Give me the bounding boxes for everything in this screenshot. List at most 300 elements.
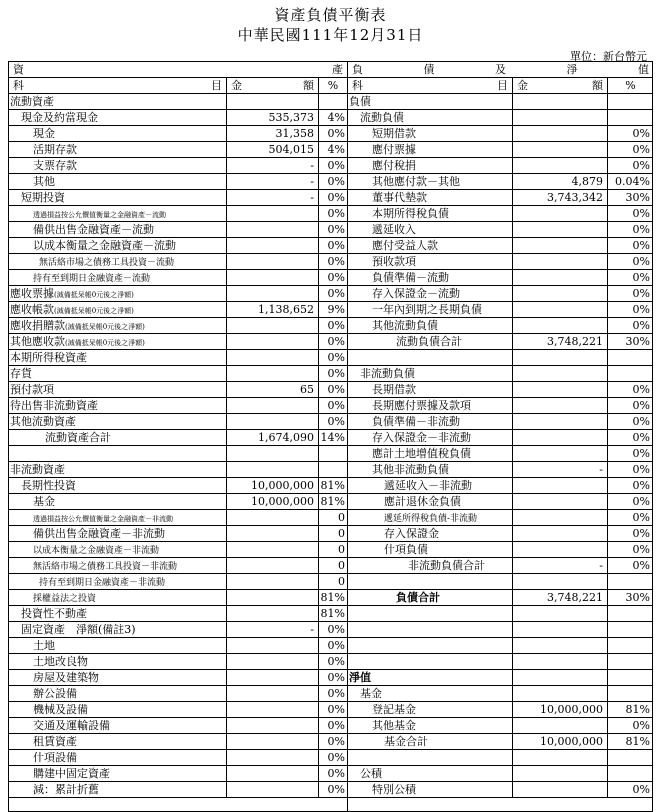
liability-percent: 0% [632,383,650,396]
liability-row [348,446,653,462]
liability-amount [513,366,608,382]
liability-amount [513,606,608,622]
liability-row [348,670,653,686]
liability-amount [513,494,608,510]
asset-amount: 1,138,652 [227,302,319,318]
liability-label: 應計退休金負債 [384,495,461,508]
asset-amount: 504,015 [227,142,319,158]
liability-percent: 0% [632,319,650,332]
liability-percent: 0% [632,479,650,492]
liability-row [348,414,653,430]
liability-row [348,574,653,590]
asset-percent: 0% [327,239,345,252]
liability-amount [513,670,608,686]
liability-amount [513,350,608,366]
liability-amount [513,158,608,174]
header-asset-left: 資 [13,63,24,76]
liability-row [348,686,653,702]
asset-amount [227,590,319,606]
liability-row [348,718,653,734]
liability-amount [513,478,608,494]
liability-row [348,734,653,750]
asset-percent: 0% [327,623,345,636]
asset-label: 短期投資 [21,191,65,204]
asset-row [9,302,347,318]
asset-row [9,510,347,526]
asset-label: 其他流動資產 [10,415,76,428]
asset-label: 流動資產 [10,95,54,108]
asset-label: 應收捐贈款 [10,319,65,332]
liability-row [348,94,653,110]
asset-percent: 0% [327,735,345,748]
assets-header-row [9,62,347,78]
liability-label: 基金 [360,687,382,700]
asset-amount: 10,000,000 [227,494,319,510]
liability-percent: 0% [632,463,650,476]
asset-note: (減備抵呆帳0元後之淨額) [65,323,145,331]
liability-percent: 0% [632,527,650,540]
asset-percent: 0% [327,719,345,732]
liability-percent: 0.04% [615,175,650,188]
liability-amount [513,542,608,558]
liability-amount [513,446,608,462]
liability-label: 其他非流動負債 [372,463,449,476]
liabilities-column-header-row [348,78,653,94]
liability-percent [608,750,653,766]
asset-percent: 0% [327,335,345,348]
asset-amount [227,702,319,718]
asset-label: 存貨 [10,367,32,380]
asset-percent: 0 [338,559,345,572]
asset-amount: - [227,158,319,174]
liability-row [348,334,653,350]
liability-percent: 0% [632,543,650,556]
liability-row [348,222,653,238]
asset-row [9,734,347,750]
liability-amount: 4,879 [513,174,608,190]
asset-percent: 0% [327,127,345,140]
liability-row [348,526,653,542]
liability-amount [513,302,608,318]
asset-label: 固定資產 淨額(備註3) [21,623,136,636]
liability-amount [513,622,608,638]
liability-percent: 0% [632,399,650,412]
liability-row [348,254,653,270]
liability-percent: 0% [632,255,650,268]
asset-percent: 81% [320,479,345,492]
asset-percent: 0 [338,511,345,524]
asset-label: 什項設備 [33,751,77,764]
liability-amount: - [513,462,608,478]
liability-percent: 0% [632,559,650,572]
asset-label: 現金及約當現金 [21,111,98,124]
liability-label: 負債合計 [396,591,440,604]
asset-percent: 0% [327,175,345,188]
liability-amount: 3,743,342 [513,190,608,206]
liability-amount [513,766,608,782]
liabilities-section [347,62,653,812]
asset-label: 備供出售金融資產－流動 [33,223,154,236]
liability-percent: 0% [632,783,650,796]
liability-amount [513,526,608,542]
liability-row [348,782,653,798]
asset-percent: 81% [320,591,345,604]
asset-percent: 0% [327,159,345,172]
asset-amount: - [227,190,319,206]
liability-amount [513,574,608,590]
asset-percent: 0% [327,415,345,428]
liability-amount [513,718,608,734]
asset-label: 無活絡市場之債務工具投資－非流動 [33,562,178,572]
asset-percent: 0% [327,767,345,780]
asset-note: (減備抵呆帳0元後之淨額) [54,291,134,299]
asset-label: 租賃資產 [33,735,77,748]
asset-amount [227,366,319,382]
asset-percent: 4% [327,143,345,156]
liability-percent: 0% [632,719,650,732]
asset-percent: 0% [327,703,345,716]
asset-amount [227,670,319,686]
asset-amount [227,94,319,110]
asset-percent: 0% [327,255,345,268]
liability-percent: 81% [625,735,650,748]
asset-row [9,350,347,366]
liability-amount [513,270,608,286]
asset-amount: 1,674,090 [227,430,319,446]
liability-label: 負債 [349,95,371,108]
asset-percent: 0% [327,351,345,364]
asset-amount [227,718,319,734]
liability-row [348,158,653,174]
asset-percent: 0% [327,671,345,684]
liability-row [348,190,653,206]
liability-row [348,606,653,622]
header-liab-c: 及 [495,63,506,76]
asset-percent: 0% [327,751,345,764]
asset-note: (減備抵呆帳0元後之淨額) [65,339,145,347]
asset-row [9,782,347,798]
liability-amount: 10,000,000 [513,734,608,750]
asset-row [9,94,347,110]
asset-row [9,222,347,238]
asset-percent: 0 [338,575,345,588]
asset-row [9,670,347,686]
asset-row [9,190,347,206]
asset-row [9,270,347,286]
asset-label: 持有至到期日金融資產－非流動 [39,578,166,588]
asset-percent: 0% [327,383,345,396]
asset-label: 現金 [33,127,55,140]
asset-row [9,398,347,414]
liability-amount [513,286,608,302]
asset-row [9,478,347,494]
asset-row [9,654,347,670]
asset-row [9,206,347,222]
asset-amount [227,270,319,286]
liability-label: 登記基金 [372,703,416,716]
liability-row [348,750,653,766]
liabilities-header-row [348,62,653,78]
liability-percent: 0% [632,431,650,444]
asset-label: 應收票據 [10,287,54,300]
asset-amount [227,254,319,270]
header-liab-b: 債 [423,63,435,76]
asset-percent: 0% [327,223,345,236]
liability-label: 本期所得稅負債 [372,207,449,220]
asset-amount [227,286,319,302]
asset-label: 其他 [33,175,55,188]
asset-label: 備供出售金融資產－非流動 [33,527,165,540]
asset-amount: - [227,622,319,638]
liability-amount [513,782,608,798]
liability-amount [513,382,608,398]
asset-label: 本期所得稅資產 [10,351,87,364]
asset-label: 透過損益按公允價值衡量之金融資產－非流動 [33,515,173,523]
asset-percent [319,94,347,110]
header-item-left-r: 科 [352,79,363,92]
liability-row [348,318,653,334]
liability-percent: 0% [632,271,650,284]
report-date: 中華民國111年12月31日 [237,26,424,44]
asset-label: 非流動資產 [10,463,65,476]
asset-row [9,750,347,766]
liability-row [348,462,653,478]
liability-amount [513,686,608,702]
liability-label: 遞延收入－非流動 [384,479,472,492]
liability-percent: 0% [632,511,650,524]
liability-amount: 3,748,221 [513,590,608,606]
asset-percent [319,462,347,478]
liability-percent [608,574,653,590]
asset-label: 土地改良物 [33,655,88,668]
liability-percent [608,686,653,702]
asset-amount [227,222,319,238]
liability-amount [513,238,608,254]
liability-percent: 30% [625,191,650,204]
asset-row [9,318,347,334]
asset-label: 待出售非流動資產 [10,399,98,412]
liability-amount [513,206,608,222]
liability-row [348,238,653,254]
liability-label: 遞延收入 [372,223,416,236]
asset-label: 機械及設備 [33,703,88,716]
asset-row [9,126,347,142]
liability-amount [513,222,608,238]
header-amount-left: 金 [231,79,242,92]
header-liab-a: 負 [352,63,363,76]
asset-row [9,702,347,718]
asset-label: 投資性不動產 [21,607,87,620]
liability-percent: 30% [625,591,650,604]
asset-amount [227,510,319,526]
liability-row [348,654,653,670]
liability-row [348,366,653,382]
liability-amount [513,110,608,126]
liability-row [348,622,653,638]
asset-row [9,574,347,590]
asset-label: 購建中固定資產 [33,767,110,780]
liability-row [348,110,653,126]
liability-label: 負債準備－流動 [372,271,449,284]
liability-amount [513,94,608,110]
asset-row [9,606,347,622]
liability-percent: 0% [632,223,650,236]
asset-amount [227,414,319,430]
currency-unit: 單位：新台幣元 [570,50,647,63]
asset-label: 採權益法之投資 [33,594,97,604]
asset-percent: 0% [327,271,345,284]
liability-label: 存入保證金 [384,527,439,540]
asset-percent: 0% [327,639,345,652]
liability-percent [608,366,653,382]
liability-amount [513,318,608,334]
asset-percent [319,446,347,462]
asset-percent: 81% [320,495,345,508]
asset-row [9,494,347,510]
liability-percent: 0% [632,207,650,220]
asset-amount [227,558,319,574]
header-amount-left-r: 金 [517,79,528,92]
assets-column-header-row [9,78,347,94]
liability-percent [608,622,653,638]
asset-amount [227,446,319,462]
header-pct: % [327,79,339,92]
liability-amount [513,510,608,526]
asset-label: 減：累計折舊 [33,783,99,796]
asset-percent: 0% [327,319,345,332]
asset-percent: 0% [327,191,345,204]
header-asset-right: 產 [332,63,343,76]
asset-note: (減備抵呆帳0元後之淨額) [54,307,134,315]
asset-label: 交通及運輸設備 [33,719,110,732]
asset-row [9,622,347,638]
asset-label: 以成本衡量之金融資產－非流動 [33,546,160,556]
asset-amount [227,686,319,702]
liability-amount [513,414,608,430]
asset-label: 透過損益按公允價值衡量之金融資產－流動 [33,211,166,219]
asset-percent: 0% [327,367,345,380]
liability-amount [513,254,608,270]
liability-label: 負債準備－非流動 [372,415,460,428]
liability-row [348,430,653,446]
liability-row [348,398,653,414]
asset-row [9,542,347,558]
asset-amount [227,734,319,750]
asset-label: 無活絡市場之債務工具投資－流動 [39,258,175,268]
liability-amount [513,126,608,142]
liability-label: 應計土地增值稅負債 [372,447,471,460]
asset-amount [227,766,319,782]
liability-label: 一年內到期之長期負債 [372,303,482,316]
asset-amount [227,206,319,222]
liability-amount: - [513,558,608,574]
liability-label: 董事代墊款 [372,191,427,204]
liability-percent: 0% [632,415,650,428]
asset-label: 活期存款 [33,143,77,156]
asset-row [9,414,347,430]
asset-amount: - [227,174,319,190]
balance-sheet-table [8,61,653,812]
liability-percent: 81% [625,703,650,716]
asset-amount [227,526,319,542]
liability-label: 短期借款 [372,127,416,140]
asset-percent: 0% [327,783,345,796]
liability-percent: 0% [632,159,650,172]
asset-amount [227,334,319,350]
asset-percent: 4% [327,111,345,124]
liability-amount [513,430,608,446]
header-item-right-r: 目 [497,79,508,92]
asset-label: 預付款項 [10,383,54,396]
asset-percent: 0 [338,543,345,556]
asset-label: 辦公設備 [33,687,77,700]
liability-percent: 0% [632,287,650,300]
asset-amount [227,350,319,366]
asset-percent: 9% [327,303,345,316]
liability-row [348,286,653,302]
asset-amount [227,318,319,334]
asset-percent: 0% [327,687,345,700]
liability-percent [608,670,653,686]
liability-percent [608,110,653,126]
asset-row [9,590,347,606]
asset-percent: 0 [338,527,345,540]
asset-label: 以成本衡量之金融資產－流動 [33,239,176,252]
liability-label: 非流動負債 [360,367,415,380]
asset-amount [227,654,319,670]
liability-label: 存入保證金－流動 [372,287,460,300]
liability-percent: 0% [632,143,650,156]
liability-label: 其他應付款－其他 [372,175,460,188]
asset-percent: 0% [327,399,345,412]
liability-amount [513,142,608,158]
asset-row [9,238,347,254]
liability-percent: 0% [632,239,650,252]
asset-amount: 535,373 [227,110,319,126]
asset-label: 應收帳款 [10,303,54,316]
liability-percent: 30% [625,335,650,348]
report-title: 資產負債平衡表 [274,6,387,24]
liability-percent: 0% [632,447,650,460]
liability-row [348,702,653,718]
liability-label: 遞延所得稅負債-非流動 [384,514,478,524]
liability-amount: 10,000,000 [513,702,608,718]
liability-label: 其他基金 [372,719,416,732]
liability-row [348,590,653,606]
asset-row [9,366,347,382]
liability-row [348,478,653,494]
liability-row [348,494,653,510]
liability-label: 什項負債 [384,543,428,556]
asset-label: 基金 [33,495,55,508]
header-amount-right-r: 額 [592,79,603,92]
liability-percent [608,94,653,110]
liability-row [348,302,653,318]
asset-row [9,718,347,734]
header-pct-r: % [625,79,636,92]
liability-label: 淨值 [349,671,371,684]
asset-row [9,110,347,126]
liability-row [348,382,653,398]
liability-label: 流動負債合計 [396,335,462,348]
liability-row [348,638,653,654]
liability-label: 預收款項 [372,255,416,268]
asset-row [9,334,347,350]
asset-label: 支票存款 [33,159,77,172]
header-liab-e: 值 [638,63,649,76]
asset-row [9,158,347,174]
liability-row [348,350,653,366]
